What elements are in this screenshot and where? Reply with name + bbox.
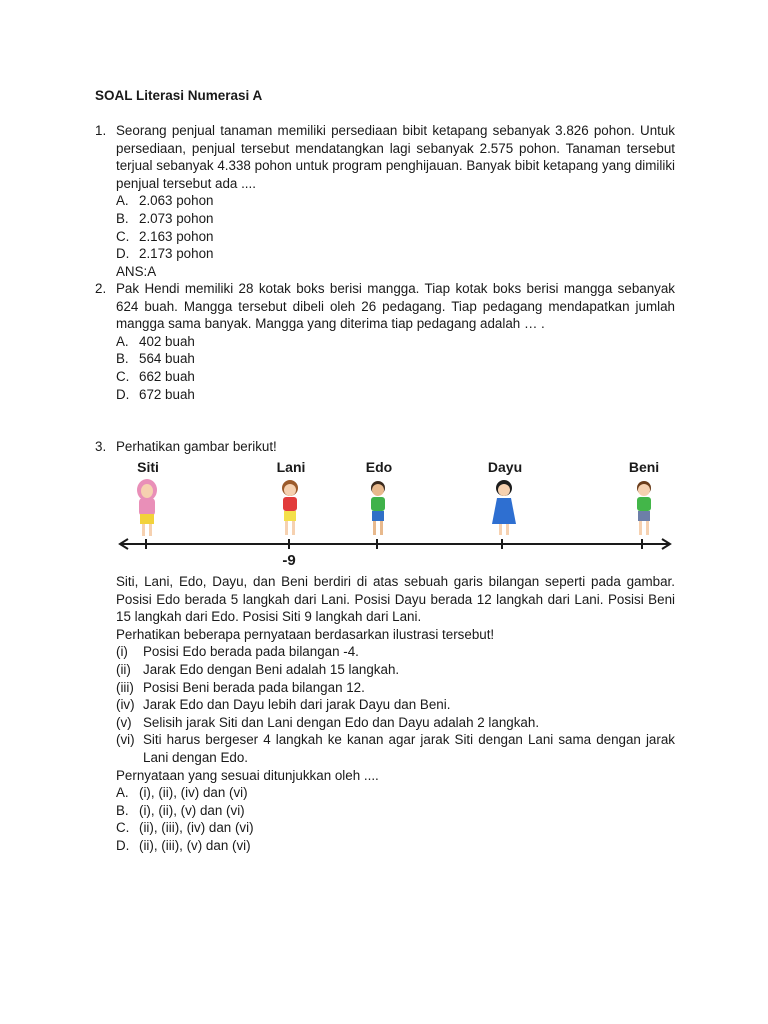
number-line-figure xyxy=(116,456,676,576)
question-2 xyxy=(95,280,675,403)
question-number: 3. xyxy=(95,439,107,454)
option-c: C. 2.163 pohon xyxy=(116,228,214,244)
option-d: D. 672 buah xyxy=(116,386,195,402)
question-3-intro xyxy=(95,438,675,456)
statement-i: (i) Posisi Edo berada pada bilangan -4. xyxy=(116,644,359,660)
option-b: B. 2.073 pohon xyxy=(116,210,214,226)
page-title: SOAL Literasi Numerasi A xyxy=(95,88,263,103)
axis-label-lani: -9 xyxy=(282,552,296,569)
question-text: Siti, Lani, Edo, Dayu, dan Beni berdiri di atas sebuah garis bilangan seperti pada gambar. Posisi Edo berada 5 langkah dari Lani. Posisi Dayu berada 12 langkah dari Lani. Posisi Beni 15 langkah dari Edo. Posisi Siti 9 langkah dari Lani. xyxy=(116,574,675,625)
name-label-dayu: Dayu xyxy=(487,459,523,475)
number-line xyxy=(116,536,676,552)
question-1 xyxy=(95,122,675,280)
option-a: A. (i), (ii), (iv) dan (vi) xyxy=(116,785,248,801)
question-intro: Perhatikan gambar berikut! xyxy=(116,439,277,454)
statement-ii: (ii) Jarak Edo dengan Beni adalah 15 langkah. xyxy=(116,661,400,677)
question-prompt: Perhatikan beberapa pernyataan berdasarkan ilustrasi tersebut! xyxy=(116,626,495,642)
question-text: Seorang penjual tanaman memiliki persediaan bibit ketapang sebanyak 3.826 pohon. Untuk persediaan, penjual tersebut mendatangkan lagi sebanyak 2.575 pohon. Tanaman tersebut terjual sebanyak 4.338 pohon untuk program penghijauan. Banyak bibit ketapang yang dimiliki penjual tersebut ada .... xyxy=(116,123,675,191)
name-label-beni: Beni xyxy=(628,459,660,475)
answer-key: ANS:A xyxy=(116,263,157,279)
name-label-lani: Lani xyxy=(276,459,306,475)
name-label-siti: Siti xyxy=(137,459,159,475)
option-b: B. 564 buah xyxy=(116,351,195,367)
statement-vi: (vi) Siti harus bergeser 4 langkah ke kanan agar jarak Siti dengan Lani sama dengan jarak Lani dengan Edo. xyxy=(116,732,675,765)
option-d: D. (ii), (iii), (v) dan (vi) xyxy=(116,837,251,853)
question-prompt: Pernyataan yang sesuai ditunjukkan oleh .... xyxy=(116,767,379,783)
option-a: A. 2.063 pohon xyxy=(116,193,214,209)
option-c: C. 662 buah xyxy=(116,368,195,384)
lani-figure xyxy=(277,478,303,540)
name-label-edo: Edo xyxy=(365,459,393,475)
statement-v: (v) Selisih jarak Siti dan Lani dengan Edo dan Dayu adalah 2 langkah. xyxy=(116,714,540,730)
edo-figure xyxy=(365,478,391,540)
dayu-figure xyxy=(490,478,518,540)
question-3-body xyxy=(95,573,675,855)
option-c: C. (ii), (iii), (iv) dan (vi) xyxy=(116,820,254,836)
option-a: A. 402 buah xyxy=(116,333,195,349)
option-d: D. 2.173 pohon xyxy=(116,246,214,262)
question-number: 1. xyxy=(95,123,107,138)
statement-iv: (iv) Jarak Edo dan Dayu lebih dari jarak Dayu dan Beni. xyxy=(116,697,451,713)
option-b: B. (i), (ii), (v) dan (vi) xyxy=(116,802,245,818)
question-text: Pak Hendi memiliki 28 kotak boks berisi mangga. Tiap kotak boks berisi mangga sebanyak 624 buah. Mangga tersebut dibeli oleh 26 pedagang. Tiap pedagang mendapatkan jumlah mangga sama banyak. Mangga yang diterima tiap pedagang adalah … . xyxy=(116,281,675,332)
question-number: 2. xyxy=(95,281,107,296)
beni-figure xyxy=(631,478,657,540)
siti-figure xyxy=(134,478,160,540)
statement-iii: (iii) Posisi Beni berada pada bilangan 12. xyxy=(116,679,365,695)
